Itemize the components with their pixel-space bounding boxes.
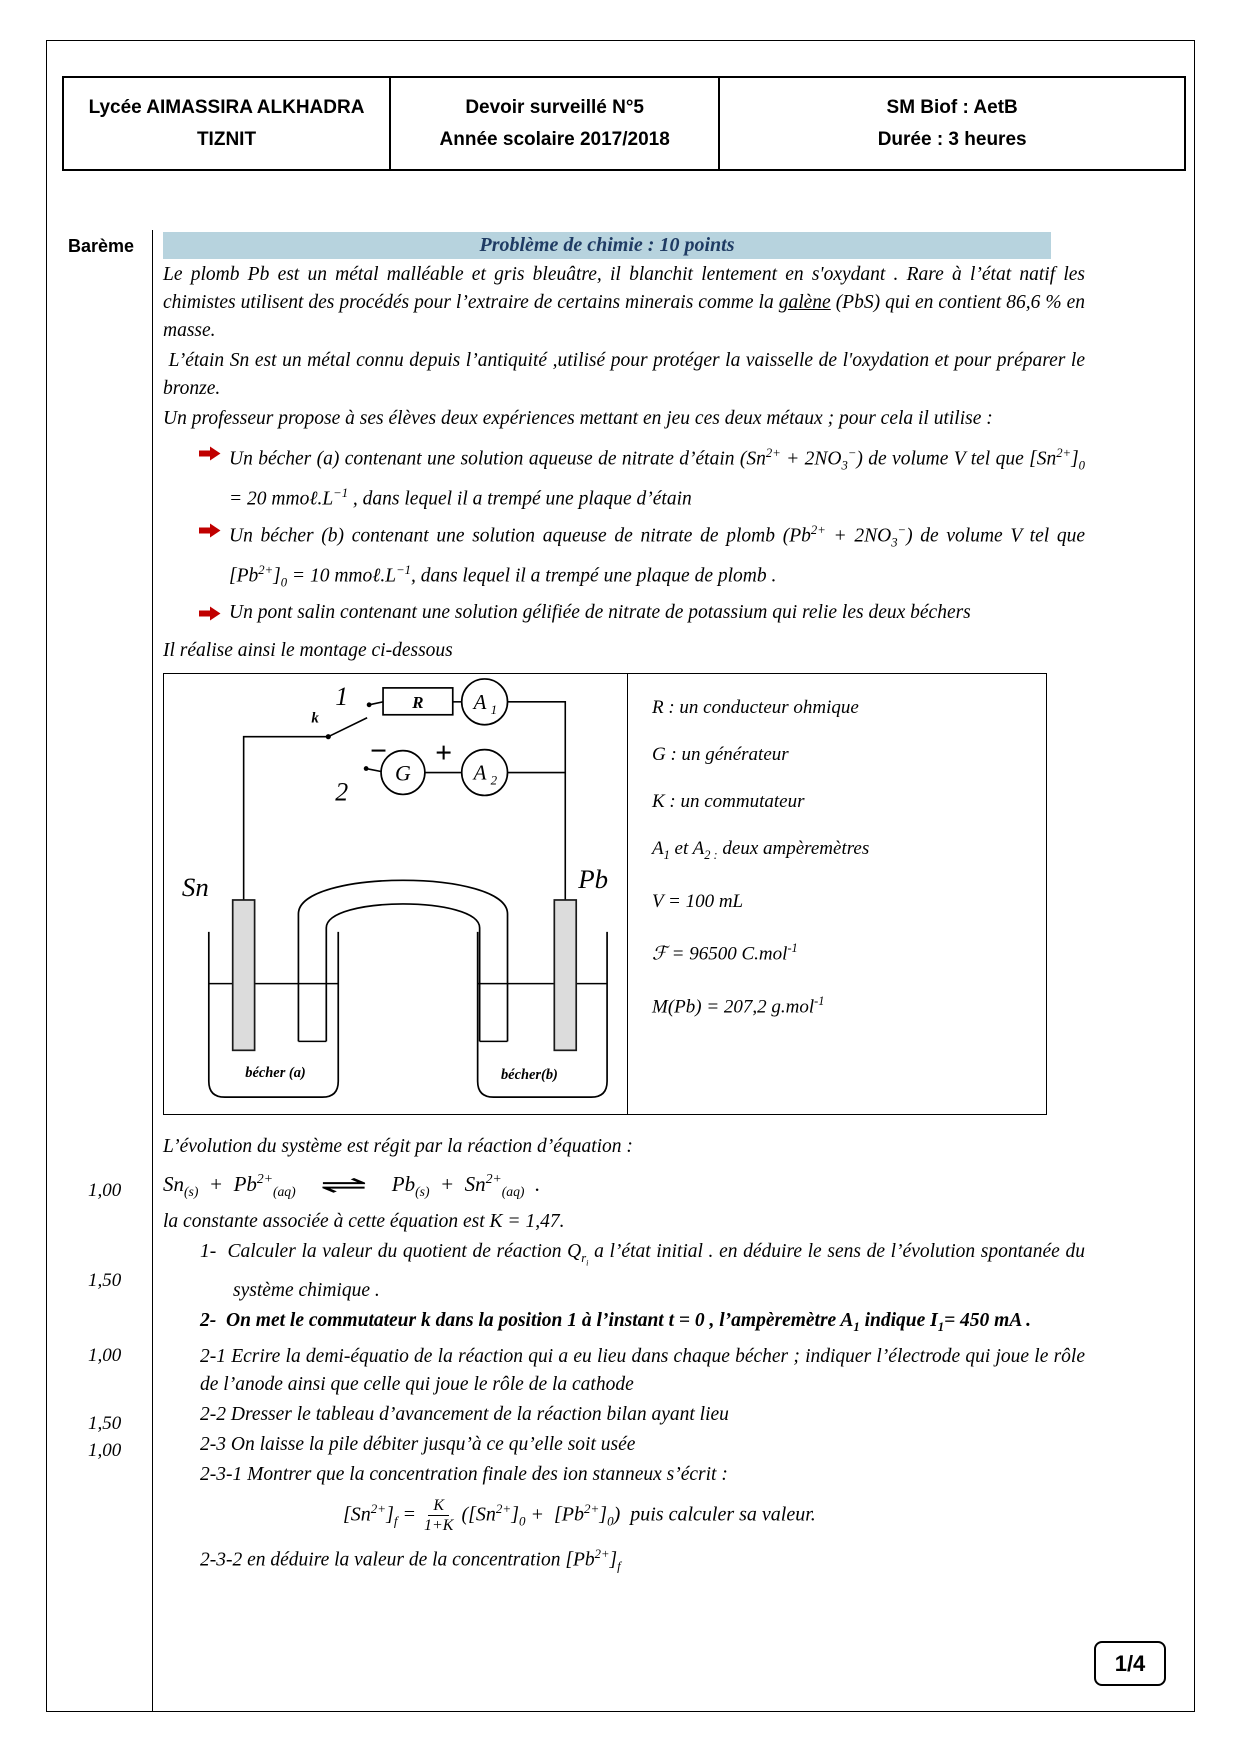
resistor-label: R <box>412 692 424 712</box>
reaction-equation <box>163 1165 1085 1206</box>
fraction-numerator: K <box>428 1496 449 1516</box>
question-2: 2- On met le commutateur k dans la position 1 à l’instant t = 0 , l’ampèremètre $A_1$ indique $I_1= 450$ mA . <box>200 1310 1032 1335</box>
column-divider <box>152 230 153 1712</box>
legend-line-r: R : un conducteur ohmique <box>652 696 859 718</box>
intro-paragraph: Un professeur propose à ses élèves deux expériences mettant en jeu ces deux métaux ; pour cela il utilise : <box>163 408 993 429</box>
figure-legend <box>628 674 1046 1114</box>
formula-right: $([Sn^{2+}]_0 + [Pb^{2+}]_0)$ puis calculer sa valeur. <box>461 1501 816 1529</box>
bareme-label: Barème <box>68 236 135 256</box>
exam-duration: Durée : 3 heures <box>877 128 1027 150</box>
header-table <box>62 76 1186 171</box>
bullet-item <box>163 599 1085 627</box>
switch-k-label: k <box>311 710 319 727</box>
question-2-3-2: 2-3-2 en déduire la valeur de la concentration $[Pb^{2+}]_f$ <box>200 1546 621 1574</box>
legend-line-g: G : un générateur <box>652 743 789 765</box>
ammeter1-sub: 1 <box>490 701 498 717</box>
ammeter2-label: A <box>473 760 487 785</box>
question-2-1: 2-1 Ecrire la demi-équatio de la réaction qui a eu lieu dans chaque bécher ; indiquer l’électrode qui joue le rôle de l’anode ainsi que celle qui joue le rôle de la cathode <box>200 1346 1085 1396</box>
bareme-mark-1: 1,00 <box>88 1180 122 1201</box>
pb-label: Pb <box>578 863 609 894</box>
question-2-2: 2-2 Dresser le tableau d’avancement de la réaction bilan ayant lieu <box>200 1404 729 1426</box>
bullet-text: Un pont salin contenant une solution gélifiée de nitrate de potassium qui relie les deux béchers <box>229 601 971 623</box>
legend-line-faraday: ℱ = 96500 C.mol$^{-1}$ <box>652 941 798 965</box>
problem-content <box>163 232 1085 1580</box>
circuit-wire-right <box>508 702 566 900</box>
question-1: 1- Calculer la valeur du quotient de réaction $Q_{r_i}$ a l’état initial . en déduire le sens de l’évolution spontanée du système chimique . <box>200 1240 1085 1302</box>
beaker-b-label: bécher(b) <box>500 1066 558 1083</box>
header-cell-exam <box>391 78 720 169</box>
bullet-item <box>163 516 1085 597</box>
school-name: Lycée AIMASSIRA ALKHADRA <box>88 96 365 118</box>
questions-section <box>163 1133 1085 1581</box>
final-concentration-formula <box>343 1495 1085 1536</box>
constant-line: la constante associée à cette équation est K = 1,47. <box>163 1210 565 1232</box>
circuit-figure <box>163 673 1047 1115</box>
problem-title: Problème de chimie : 10 points <box>163 232 1051 259</box>
equilibrium-arrows-icon: ⇌ <box>319 1171 368 1200</box>
beaker-a-label: bécher (a) <box>245 1064 306 1081</box>
electrode-pb <box>554 900 576 1050</box>
legend-line-ammeters: $A_1$ et $A_{2 :}$ deux ampèremètres <box>652 837 870 862</box>
intro-paragraph: L’étain Sn est un métal connu depuis l’antiquité ,utilisé pour protéger la vaisselle de l'oxydation et pour préparer le bronze. <box>163 350 1085 399</box>
bareme-mark-3: 1,00 <box>88 1345 122 1366</box>
equation-lhs: $Sn_{(s)} + Pb^{2+}_{(aq)}$ <box>163 1170 296 1199</box>
legend-line-volume: V = 100 mL <box>652 891 744 913</box>
formula-fraction <box>424 1496 453 1535</box>
formula-left: $[Sn^{2+}]_f$ = <box>343 1501 416 1529</box>
electrode-sn <box>233 900 255 1050</box>
class-name: SM Biof : AetB <box>886 96 1018 118</box>
ammeter1-label: A <box>473 689 487 714</box>
legend-line-k: K : un commutateur <box>652 790 805 812</box>
bullet-text: Un bécher (a) contenant une solution aqueuse de nitrate d’étain $(Sn^{2+} + 2NO_3^-)$ de volume V tel que $[Sn^{2+}]_0 = 20$ $mmo\ell.L^{-1}$ , dans lequel il a trempé une plaque d’étain <box>229 446 1085 510</box>
header-cell-school <box>64 78 391 169</box>
school-city: TIZNIT <box>196 128 257 150</box>
red-arrow-icon <box>199 523 221 538</box>
ammeter2-sub: 2 <box>490 772 498 788</box>
minus-sign: − <box>369 734 388 768</box>
question-2-3: 2-3 On laisse la pile débiter jusqu’à ce qu’elle soit usée <box>200 1434 636 1456</box>
bullet-item <box>163 439 1085 514</box>
equation-rhs: $Pb_{(s)} + Sn^{2+}_{(aq)}$ . <box>391 1170 541 1199</box>
switch-position-2-label: 2 <box>335 777 349 807</box>
plus-sign: + <box>434 736 452 770</box>
bareme-mark-4: 1,50 <box>88 1413 122 1434</box>
legend-line-molar-mass: M(Pb) = 207,2 g.mol$^{-1}$ <box>652 993 825 1018</box>
intro-paragraph: Le plomb Pb est un métal malléable et gris bleuâtre, il blanchit lentement en s'oxydant . Rare à l’état natif les chimistes utilisent des procédés pour l’extraire de certains minerais comme la galène (PbS) qui en contient 86,6 % en masse. <box>163 264 1085 341</box>
red-arrow-icon <box>199 446 221 461</box>
exam-title: Devoir surveillé N°5 <box>465 96 644 118</box>
switch-blade <box>328 717 367 736</box>
school-year: Année scolaire 2017/2018 <box>439 128 670 150</box>
generator-label: G <box>395 760 411 786</box>
salt-bridge-inner <box>326 904 479 1041</box>
switch-contact1 <box>367 702 372 707</box>
switch-contact2 <box>364 766 369 771</box>
bareme-mark-2: 1,50 <box>88 1270 122 1291</box>
question-2-3-1: 2-3-1 Montrer que la concentration finale des ion stanneux s’écrit : <box>200 1464 728 1486</box>
page-number-badge: 1/4 <box>1094 1641 1166 1686</box>
evolution-line: L’évolution du système est régit par la réaction d’équation : <box>163 1135 633 1157</box>
circuit-diagram <box>164 674 628 1114</box>
fraction-denominator: 1+K <box>424 1517 454 1534</box>
bullet-text: Un bécher (b) contenant une solution aqueuse de nitrate de plomb $(Pb^{2+} + 2NO_3^-)$ de volume V tel que $[Pb^{2+}]_0 = 10$ $mmo\ell.L^{-1}$, dans lequel il a trempé une plaque de plomb . <box>229 522 1086 590</box>
header-cell-class <box>720 78 1184 169</box>
sn-label: Sn <box>181 871 209 902</box>
bareme-mark-5: 1,00 <box>88 1440 122 1461</box>
montage-intro: Il réalise ainsi le montage ci-dessous <box>163 639 453 661</box>
switch-position-1-label: 1 <box>335 681 349 711</box>
switch-pivot <box>326 734 331 739</box>
circuit-wire-left <box>244 736 327 899</box>
bullet-list <box>163 439 1085 627</box>
red-arrow-icon <box>199 606 221 621</box>
